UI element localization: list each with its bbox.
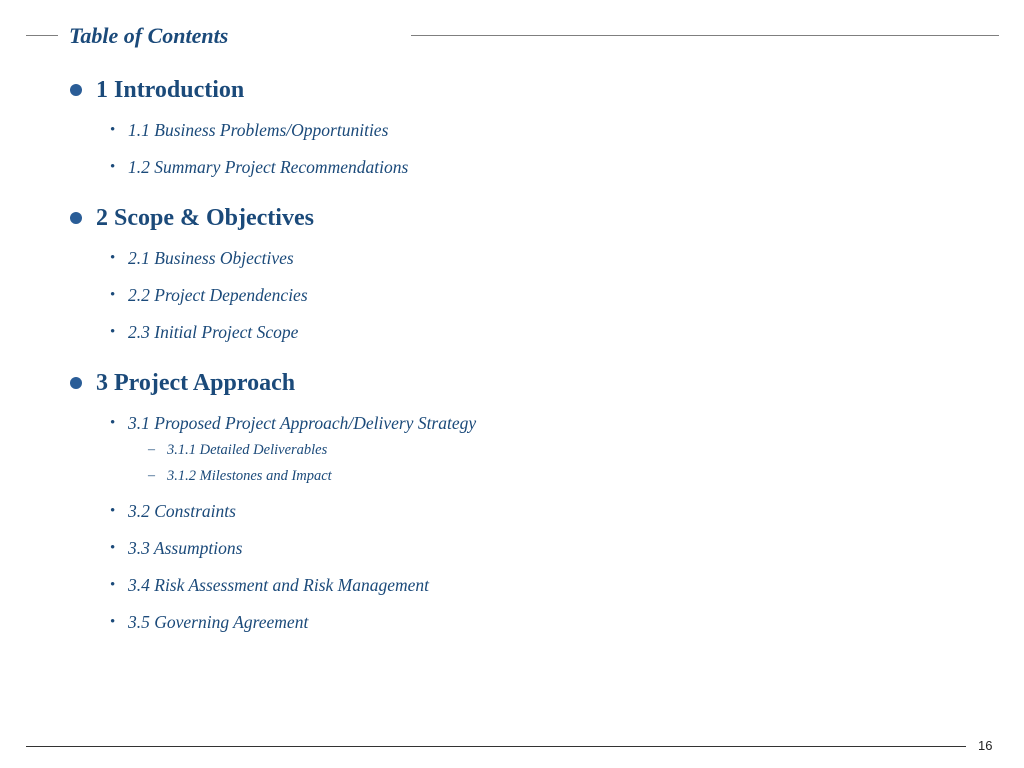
toc-section-label: 3 Project Approach (96, 369, 296, 396)
bullet-icon: • (110, 414, 116, 431)
bullet-icon: • (110, 613, 116, 630)
header-rule-right (411, 35, 999, 36)
toc-subitem-3-1-2[interactable] (148, 467, 332, 485)
toc-subitem-label: 3.1.2 Milestones and Impact (167, 467, 332, 484)
dash-icon: – (148, 468, 155, 483)
toc-item-3-3[interactable] (110, 537, 242, 559)
bullet-dot-icon (70, 377, 82, 389)
bullet-icon: • (110, 286, 116, 303)
toc-item-2-2[interactable] (110, 284, 308, 306)
toc-item-1-1[interactable] (110, 119, 388, 141)
toc-section-2[interactable] (70, 203, 314, 233)
toc-item-label: 3.4 Risk Assessment and Risk Management (128, 574, 430, 595)
toc-subitem-3-1-1[interactable] (148, 441, 327, 459)
toc-item-label: 2.1 Business Objectives (128, 247, 294, 268)
bullet-icon: • (110, 539, 116, 556)
toc-item-label: 3.3 Assumptions (128, 537, 243, 558)
toc-item-3-4[interactable] (110, 574, 429, 596)
dash-icon: – (148, 442, 155, 457)
bullet-icon: • (110, 158, 116, 175)
bullet-icon: • (110, 323, 116, 340)
toc-item-label: 1.1 Business Problems/Opportunities (128, 119, 389, 140)
page-title: Table of Contents (69, 23, 229, 48)
toc-section-label: 1 Introduction (96, 76, 245, 103)
header-rule-left (26, 35, 58, 36)
bullet-icon: • (110, 249, 116, 266)
bullet-dot-icon (70, 212, 82, 224)
bullet-dot-icon (70, 84, 82, 96)
toc-item-label: 2.2 Project Dependencies (128, 284, 308, 305)
toc-section-label: 2 Scope & Objectives (96, 204, 314, 231)
bullet-icon: • (110, 502, 116, 519)
toc-item-label: 2.3 Initial Project Scope (128, 321, 299, 342)
toc-item-2-1[interactable] (110, 247, 294, 269)
toc-item-label: 3.2 Constraints (128, 500, 236, 521)
page-number: 16 (978, 738, 993, 753)
toc-section-1[interactable] (70, 75, 244, 105)
toc-item-2-3[interactable] (110, 321, 298, 343)
bullet-icon: • (110, 121, 116, 138)
toc-item-1-2[interactable] (110, 156, 408, 178)
toc-item-label: 3.5 Governing Agreement (128, 611, 309, 632)
footer-rule (26, 746, 966, 747)
toc-section-3[interactable] (70, 368, 295, 398)
toc-item-3-1[interactable] (110, 412, 476, 434)
toc-subitem-label: 3.1.1 Detailed Deliverables (167, 441, 328, 458)
bullet-icon: • (110, 576, 116, 593)
toc-item-label: 1.2 Summary Project Recommendations (128, 156, 409, 177)
toc-item-3-2[interactable] (110, 500, 236, 522)
toc-item-label: 3.1 Proposed Project Approach/Delivery Strategy (128, 412, 477, 433)
toc-item-3-5[interactable] (110, 611, 308, 633)
